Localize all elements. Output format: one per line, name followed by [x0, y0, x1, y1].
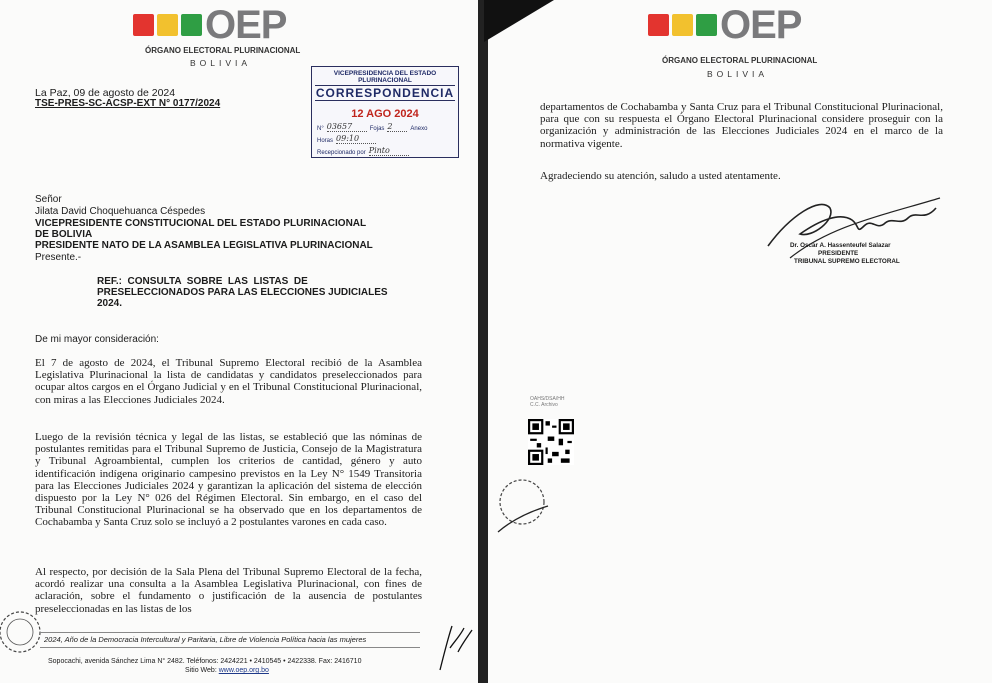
stamp-row-receiver: [317, 146, 453, 156]
footer-motto: 2024, Año de la Democracia Intercultural y Paritaria, Libre de Violencia Política hacia las mujeres: [44, 635, 367, 644]
yellow-bar-icon: [672, 14, 693, 36]
letter-date: La Paz, 09 de agosto de 2024: [35, 87, 176, 99]
oep-logo-text-2: OEP: [720, 3, 802, 47]
footer-site-label: Sitio Web:: [185, 667, 217, 674]
archive-initials: OAHS/DSA/HH: [530, 396, 565, 402]
stamp-recep-label: Recepcionado por: [317, 150, 366, 156]
stamp-date: 12 AGO 2024: [351, 108, 419, 120]
footer-rule: [40, 632, 420, 633]
stamp-entity: VICEPRESIDENCIA DEL ESTADO PLURINACIONAL: [333, 70, 437, 84]
recipient-title-1: VICEPRESIDENTE CONSTITUCIONAL DEL ESTADO PLURINACIONAL: [35, 218, 367, 229]
oep-logo-text: OEP: [205, 3, 287, 47]
stamp-horas-value: 09:10: [336, 134, 376, 144]
footer-address: Sopocachi, avenida Sánchez Lima N° 2482. Teléfonos: 2424221 • 2410545 • 2422338. Fax: 2416710: [48, 658, 362, 665]
signer-role: PRESIDENTE: [818, 250, 859, 257]
reception-stamp: [311, 66, 459, 158]
stamp-row-hours: [317, 134, 453, 144]
page-corner: [484, 0, 554, 42]
presente: Presente.-: [35, 252, 82, 263]
paragraph-1: El 7 de agosto de 2024, el Tribunal Supremo Electoral recibió de la Asamblea Legislativa Plurinacional la lista de candidatas y candidatos preseleccionados para ocupar altos cargos en el Órgano Judicial y en el Tribunal Constitucional Plurinacional, con miras a las Elecciones Judiciales 2024.: [35, 357, 422, 406]
stamp-recep-value: Pinto: [369, 146, 409, 156]
signer-org: TRIBUNAL SUPREMO ELECTORAL: [794, 258, 900, 265]
stamp-fojas-value: 2: [387, 122, 407, 132]
red-bar-icon: [648, 14, 669, 36]
green-bar-icon: [696, 14, 717, 36]
paragraph-2: Luego de la revisión técnica y legal de las listas, se estableció que las nóminas de postulantes remitidas para el Tribunal Supremo de Justicia, Consejo de la Magistratura y Tribunal Agroambiental, cumplen los criterios de cantidad, género y auto identificación indígena originario campesino previstos en la Ley N° 1549 Transitoria para las Elecciones Judiciales 2024 y garantizan la aplicación del sistema de elección dispuesto por la Ley N° 026 del Régimen Electoral. Sin embargo, en el caso del Tribunal Constitucional Plurinacional se ha observado que en los departamentos de Cochabamba y Santa Cruz solo se incluyó a 2 postulantes varones en cada caso.: [35, 431, 422, 529]
footer-website: [185, 667, 269, 674]
stamp-nro-label: N°: [317, 126, 324, 132]
footer-site-link[interactable]: www.oep.org.bo: [218, 667, 269, 674]
archive-copy: C.C. Archivo: [530, 402, 558, 408]
country-name-2: BOLIVIA: [707, 69, 769, 79]
reference-line-3: 2024.: [97, 298, 123, 309]
yellow-bar-icon: [157, 14, 178, 36]
archive-note: [530, 396, 564, 408]
oep-logo-2: [648, 3, 802, 47]
recipient-name: Jilata David Choquehuanca Céspedes: [35, 206, 206, 217]
letter-page-2: [488, 0, 992, 683]
salutation: Señor: [35, 194, 62, 205]
stamp-fojas-label: Fojas: [369, 126, 385, 132]
red-bar-icon: [133, 14, 154, 36]
initials-signature: [434, 618, 474, 678]
seal-stamp-icon-2: [488, 470, 558, 540]
stamp-horas-label: Horas: [317, 138, 334, 144]
reference-line-1: REF.: CONSULTA SOBRE LAS LISTAS DE: [97, 276, 308, 287]
stamp-title: CORRESPONDENCIA: [315, 86, 455, 100]
org-name-2: ÓRGANO ELECTORAL PLURINACIONAL: [662, 56, 818, 65]
reference-line-2: PRESELECCIONADOS PARA LAS ELECCIONES JUDICIALES: [97, 287, 388, 298]
qr-code: [528, 419, 574, 465]
recipient-title-2: DE BOLIVIA: [35, 229, 93, 240]
paragraph-continued: departamentos de Cochabamba y Santa Cruz para el Tribunal Constitucional Plurinacional, para que con su respuesta el Órgano Electoral Plurinacional considere proseguir con la organización y administración de las Elecciones Judiciales 2024 en el marco de la normativa vigente.: [540, 101, 943, 150]
oep-logo: [133, 3, 287, 47]
stamp-row-number: [317, 122, 453, 132]
letter-page-1: [0, 0, 478, 683]
reference-code: TSE-PRES-SC-ACSP-EXT N° 0177/2024: [35, 98, 221, 109]
green-bar-icon: [181, 14, 202, 36]
signature-block: [790, 242, 900, 266]
signer-name: Dr. Oscar A. Hassenteufel Salazar: [790, 242, 891, 249]
closing: Agradeciendo su atención, saludo a usted atentamente.: [540, 170, 781, 182]
page-gap: [478, 0, 488, 683]
greeting: De mi mayor consideración:: [35, 334, 159, 345]
stamp-anexo-label: Anexo: [410, 126, 428, 132]
org-name: ÓRGANO ELECTORAL PLURINACIONAL: [145, 46, 301, 55]
recipient-title-3: PRESIDENTE NATO DE LA ASAMBLEA LEGISLATIVA PLURINACIONAL: [35, 240, 373, 251]
country-name: BOLIVIA: [190, 58, 252, 68]
stamp-nro-value: 03657: [327, 122, 367, 132]
footer-rule-2: [40, 647, 420, 648]
paragraph-3: Al respecto, por decisión de la Sala Plena del Tribunal Supremo Electoral de la fecha, acordó realizar una consulta a la Asamblea Legislativa Plurinacional, con fines de aclaración, sobre el fundamento o justificación de la ausencia de postulantes preseleccionadas en las listas de los: [35, 566, 422, 615]
